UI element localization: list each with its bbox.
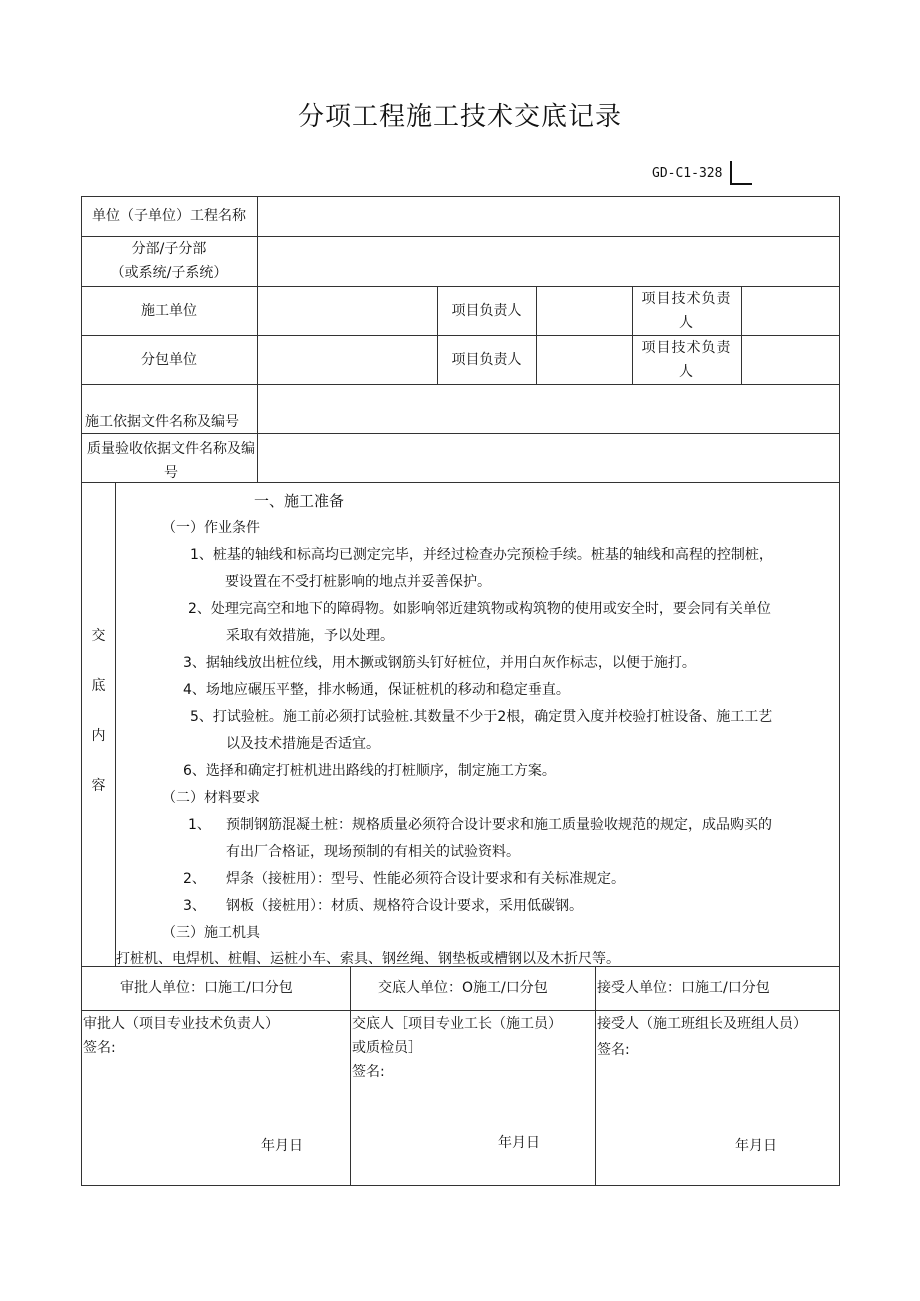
list-item: 4、场地应碾压平整，排水畅通，保证桩机的移动和稳定垂直。	[183, 682, 570, 698]
discloser-sign-label: 签名:	[352, 1064, 385, 1080]
col-divider	[536, 286, 537, 384]
form-code: GD-C1-328	[652, 166, 723, 181]
list-item-number: 2、	[183, 871, 206, 887]
sub-tech-manager-label: 项目技术负责人	[641, 339, 732, 380]
basis-doc-label: 施工依据文件名称及编号	[85, 414, 239, 430]
side-char: 容	[91, 778, 106, 794]
approver-sign-label: 签名:	[83, 1040, 116, 1056]
list-item-cont: 以及技术措施是否适宜。	[226, 736, 380, 752]
subsection-title: （三）施工机具	[162, 925, 260, 941]
row-divider	[81, 1010, 840, 1011]
list-item-cont: 有出厂合格证，现场预制的有相关的试验资料。	[226, 844, 520, 860]
quality-doc-label: 质量验收依据文件名称及编号	[87, 441, 255, 481]
discloser-date: 年月日	[498, 1135, 540, 1151]
subcontractor-label: 分包单位	[141, 351, 197, 368]
approver-date: 年月日	[261, 1138, 303, 1154]
receiver-date: 年月日	[735, 1138, 777, 1154]
subsection-title: （一）作业条件	[162, 520, 260, 536]
list-item-number: 1、	[188, 817, 211, 833]
page-title: 分项工程施工技术交底记录	[297, 102, 622, 132]
list-item-cont: 采取有效措施，予以处理。	[226, 628, 394, 644]
side-label	[82, 625, 115, 795]
list-item: 钢板（接桩用）：材质、规格符合设计要求，采用低碳钢。	[226, 898, 583, 914]
list-item: 1、桩基的轴线和标高均已测定完毕，并经过检查办完预检手续。桩基的轴线和高程的控制桩，	[190, 547, 773, 563]
list-item: 6、选择和确定打桩机进出路线的打桩顺序，制定施工方案。	[183, 763, 556, 779]
tech-manager-label: 项目技术负责人	[641, 290, 732, 331]
row-divider	[81, 384, 840, 385]
sub-project-manager-label: 项目负责人	[451, 351, 522, 368]
row-divider	[81, 433, 840, 434]
subsection-title: （二）材料要求	[162, 790, 260, 806]
col-divider	[595, 966, 596, 1186]
discloser-role: 交底人［项目专业工长（施工员）	[352, 1016, 562, 1032]
machines-list: 打桩机、电焊机、桩帽、运桩小车、索具、钢丝绳、钢垫板或槽钢以及木折尺等。	[116, 951, 620, 966]
subdivision-label: 分部/子分部 （或系统/子系统）	[110, 241, 228, 281]
receiver-sign-label: 签名:	[597, 1042, 630, 1058]
list-item: 5、打试验桩。施工前必须打试验桩.其数量不少于2根，确定贯入度并校验打桩设备、施工工艺	[190, 709, 773, 725]
list-item-number: 3、	[183, 898, 206, 914]
receiver-role: 接受人（施工班组长及班组人员）	[597, 1016, 807, 1032]
section-title: 一、施工准备	[254, 492, 345, 510]
list-item: 预制钢筋混凝土桩：规格质量必须符合设计要求和施工质量验收规范的规定，成品购买的	[226, 817, 772, 833]
approver-role: 审批人（项目专业技术负责人）	[83, 1016, 279, 1032]
discloser-unit: 交底人单位：O施工/口分包	[378, 980, 548, 996]
list-item: 2、处理完高空和地下的障碍物。如影响邻近建筑物或构筑物的使用或安全时，要会同有关单位	[188, 601, 771, 617]
side-char: 内	[91, 728, 106, 744]
side-char: 底	[91, 678, 106, 694]
side-char: 交	[91, 628, 106, 644]
receiver-unit: 接受人单位：口施工/口分包	[597, 980, 770, 996]
side-label-divider	[115, 482, 116, 966]
project-manager-label: 项目负责人	[451, 302, 522, 319]
col-divider	[350, 966, 351, 1186]
col-divider	[257, 196, 258, 482]
project-name-label: 单位（子单位）工程名称	[92, 208, 246, 224]
code-box	[730, 161, 752, 185]
row-divider	[81, 966, 840, 967]
col-divider	[741, 286, 742, 384]
list-item-cont: 要设置在不受打桩影响的地点并妥善保护。	[225, 574, 491, 590]
contractor-label: 施工单位	[141, 302, 197, 319]
list-item: 3、据轴线放出桩位线，用木撅或钢筋头钉好桩位，并用白灰作标志，以便于施打。	[183, 655, 696, 671]
list-item: 焊条（接桩用）：型号、性能必须符合设计要求和有关标准规定。	[226, 871, 625, 887]
approver-unit: 审批人单位：口施工/口分包	[120, 980, 293, 996]
discloser-role-cont: 或质检员］	[352, 1040, 422, 1056]
